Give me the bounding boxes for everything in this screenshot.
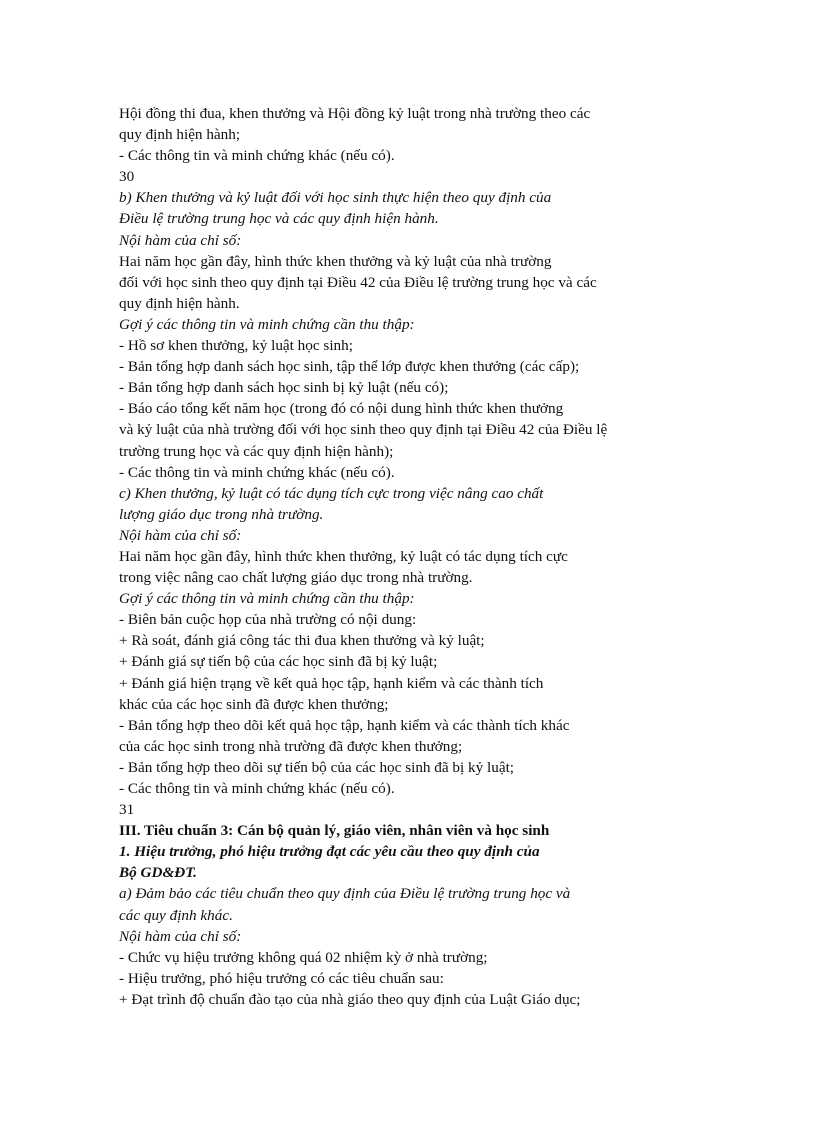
text-line: - Bản tổng hợp theo dõi kết quả học tập, hạnh kiểm và các thành tích khác xyxy=(119,716,570,734)
text-line: - Chức vụ hiệu trưởng không quá 02 nhiệm kỳ ở nhà trường; xyxy=(119,948,488,966)
text-line: b) Khen thưởng và kỷ luật đối với học sinh thực hiện theo quy định của xyxy=(119,189,552,207)
text-line: - Bản tổng hợp danh sách học sinh, tập thể lớp được khen thưởng (các cấp); xyxy=(119,358,580,376)
text-line: c) Khen thưởng, kỷ luật có tác dụng tích cực trong việc nâng cao chất xyxy=(119,484,544,502)
text-line: trong việc nâng cao chất lượng giáo dục trong nhà trường. xyxy=(119,569,473,587)
text-line: - Báo cáo tổng kết năm học (trong đó có nội dung hình thức khen thưởng xyxy=(119,400,564,418)
text-line: Nội hàm của chỉ số: xyxy=(119,526,242,544)
text-line: III. Tiêu chuẩn 3: Cán bộ quản lý, giáo viên, nhân viên và học sinh xyxy=(119,822,550,840)
text-line: Hai năm học gần đây, hình thức khen thưởng và kỷ luật của nhà trường xyxy=(119,252,552,270)
text-line: - Bản tổng hợp theo dõi sự tiến bộ của các học sinh đã bị kỷ luật; xyxy=(119,758,515,776)
text-line: - Bản tổng hợp danh sách học sinh bị kỷ luật (nếu có); xyxy=(119,379,449,397)
text-line: Điều lệ trường trung học và các quy định hiện hành. xyxy=(119,210,439,228)
text-line: đối với học sinh theo quy định tại Điều 42 của Điều lệ trường trung học và các xyxy=(119,273,597,291)
text-line: Hội đồng thi đua, khen thưởng và Hội đồng kỷ luật trong nhà trường theo các xyxy=(119,105,591,122)
text-line: Bộ GD&ĐT. xyxy=(119,864,197,882)
document-page xyxy=(119,103,699,1010)
text-line: - Các thông tin và minh chứng khác (nếu có). xyxy=(119,463,395,481)
text-line: 1. Hiệu trưởng, phó hiệu trưởng đạt các yêu cầu theo quy định của xyxy=(119,843,540,861)
text-line: + Đánh giá hiện trạng về kết quả học tập, hạnh kiểm và các thành tích xyxy=(119,674,544,692)
text-line: + Đạt trình độ chuẩn đào tạo của nhà giáo theo quy định của Luật Giáo dục; xyxy=(119,990,581,1008)
text-line: quy định hiện hành. xyxy=(119,294,240,312)
text-line: quy định hiện hành; xyxy=(119,126,241,144)
text-line: Hai năm học gần đây, hình thức khen thưởng, kỷ luật có tác dụng tích cực xyxy=(119,547,568,565)
text-line: lượng giáo dục trong nhà trường. xyxy=(119,505,324,523)
text-line: Nội hàm của chỉ số: xyxy=(119,927,242,945)
text-line: 30 xyxy=(119,168,135,186)
text-line: khác của các học sinh đã được khen thưởng; xyxy=(119,695,389,713)
text-line: + Rà soát, đánh giá công tác thi đua khen thưởng và kỷ luật; xyxy=(119,632,485,650)
text-line: trường trung học và các quy định hiện hành); xyxy=(119,442,394,460)
text-line: và kỷ luật của nhà trường đối với học sinh theo quy định tại Điều 42 của Điều lệ xyxy=(119,421,608,439)
text-line: 31 xyxy=(119,801,135,819)
text-line: a) Đảm bảo các tiêu chuẩn theo quy định của Điều lệ trường trung học và xyxy=(119,885,571,903)
text-line: - Biên bản cuộc họp của nhà trường có nội dung: xyxy=(119,611,417,629)
text-line: của các học sinh trong nhà trường đã được khen thưởng; xyxy=(119,737,463,755)
text-line: - Hồ sơ khen thưởng, kỷ luật học sinh; xyxy=(119,337,353,355)
text-line: Gợi ý các thông tin và minh chứng cần thu thập: xyxy=(119,315,415,333)
text-line: Nội hàm của chỉ số: xyxy=(119,231,242,249)
text-line: Gợi ý các thông tin và minh chứng cần thu thập: xyxy=(119,590,415,608)
text-line: - Các thông tin và minh chứng khác (nếu có). xyxy=(119,147,395,165)
text-line: - Các thông tin và minh chứng khác (nếu có). xyxy=(119,780,395,797)
text-line: các quy định khác. xyxy=(119,906,233,924)
text-line: + Đánh giá sự tiến bộ của các học sinh đã bị kỷ luật; xyxy=(119,653,438,671)
text-line: - Hiệu trưởng, phó hiệu trưởng có các tiêu chuẩn sau: xyxy=(119,969,444,987)
